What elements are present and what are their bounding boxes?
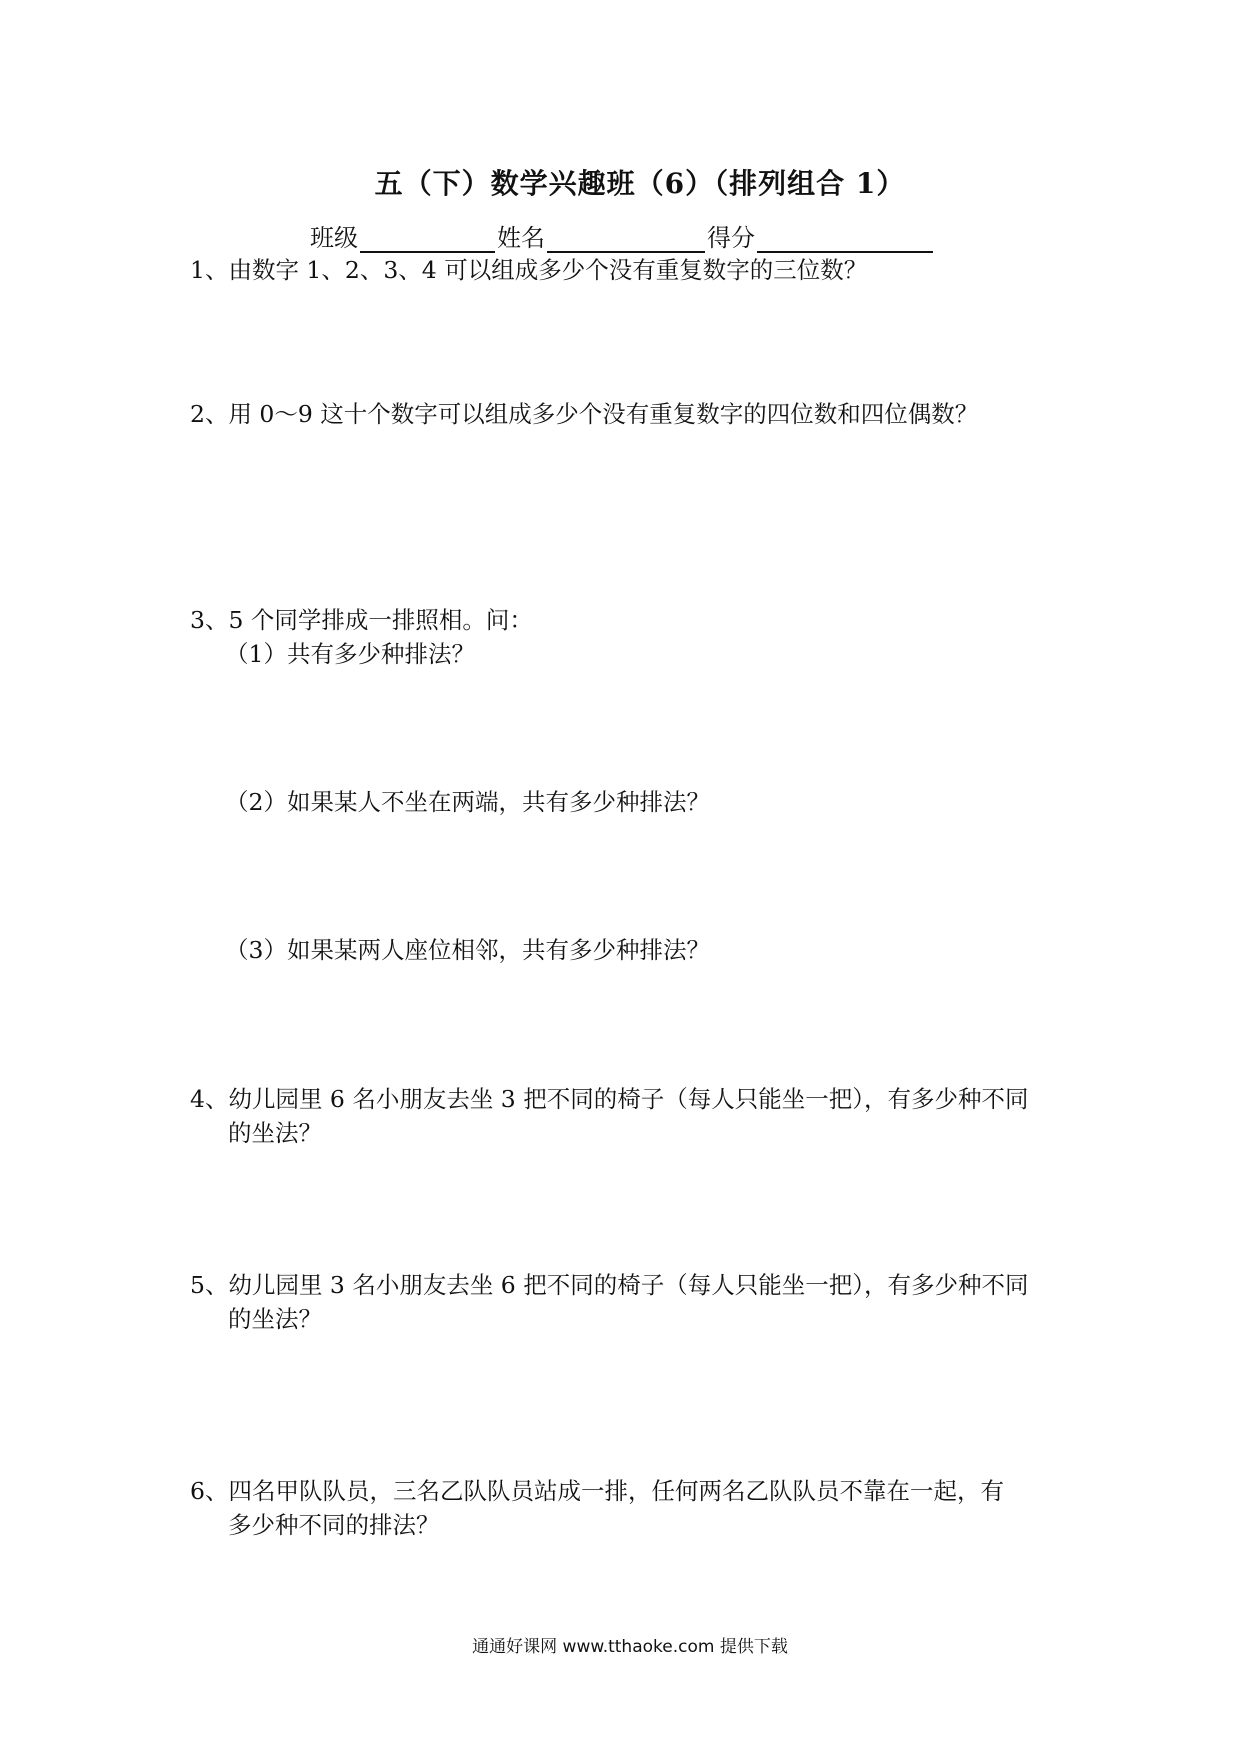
question-1-text: 1、由数字 1、2、3、4 可以组成多少个没有重复数字的三位数？ [190,256,868,284]
question-4-continuation: 的坐法？ [228,1119,322,1147]
question-3 [190,603,1070,637]
question-2 [190,397,1070,431]
question-2-text: 2、用 0～9 这十个数字可以组成多少个没有重复数字的四位数和四位偶数？ [190,400,979,428]
question-3-part-3: （3）如果某两人座位相邻，共有多少种排法？ [225,936,710,964]
question-3-part-2: （2）如果某人不坐在两端，共有多少种排法？ [225,788,710,816]
class-blank [360,225,495,253]
question-4 [190,1082,1070,1147]
name-blank [547,225,705,253]
question-4-text: 4、幼儿园里 6 名小朋友去坐 3 把不同的椅子（每人只能坐一把），有多少种不同 [190,1085,1029,1113]
question-6-text: 6、四名甲队队员，三名乙队队员站成一排，任何两名乙队队员不靠在一起，有 [190,1477,1004,1505]
score-label: 得分 [707,224,755,252]
question-3-part-1: （1）共有多少种排法？ [225,640,475,668]
question-5-text: 5、幼儿园里 3 名小朋友去坐 6 把不同的椅子（每人只能坐一把），有多少种不同 [190,1271,1029,1299]
question-6-continuation: 多少种不同的排法？ [228,1511,440,1539]
question-1 [190,253,1070,287]
page-title: 五（下）数学兴趣班（6）（排列组合 1） [374,167,906,200]
student-info-line [310,218,935,253]
question-3-text: 3、5 个同学排成一排照相。问： [190,606,533,634]
class-label: 班级 [310,224,358,252]
footer-source: 通通好课网 www.tthaoke.com 提供下载 [472,1637,788,1657]
question-5 [190,1268,1070,1333]
score-blank [757,225,933,253]
question-5-continuation: 的坐法？ [228,1305,322,1333]
question-6 [190,1474,1070,1539]
name-label: 姓名 [497,224,545,252]
